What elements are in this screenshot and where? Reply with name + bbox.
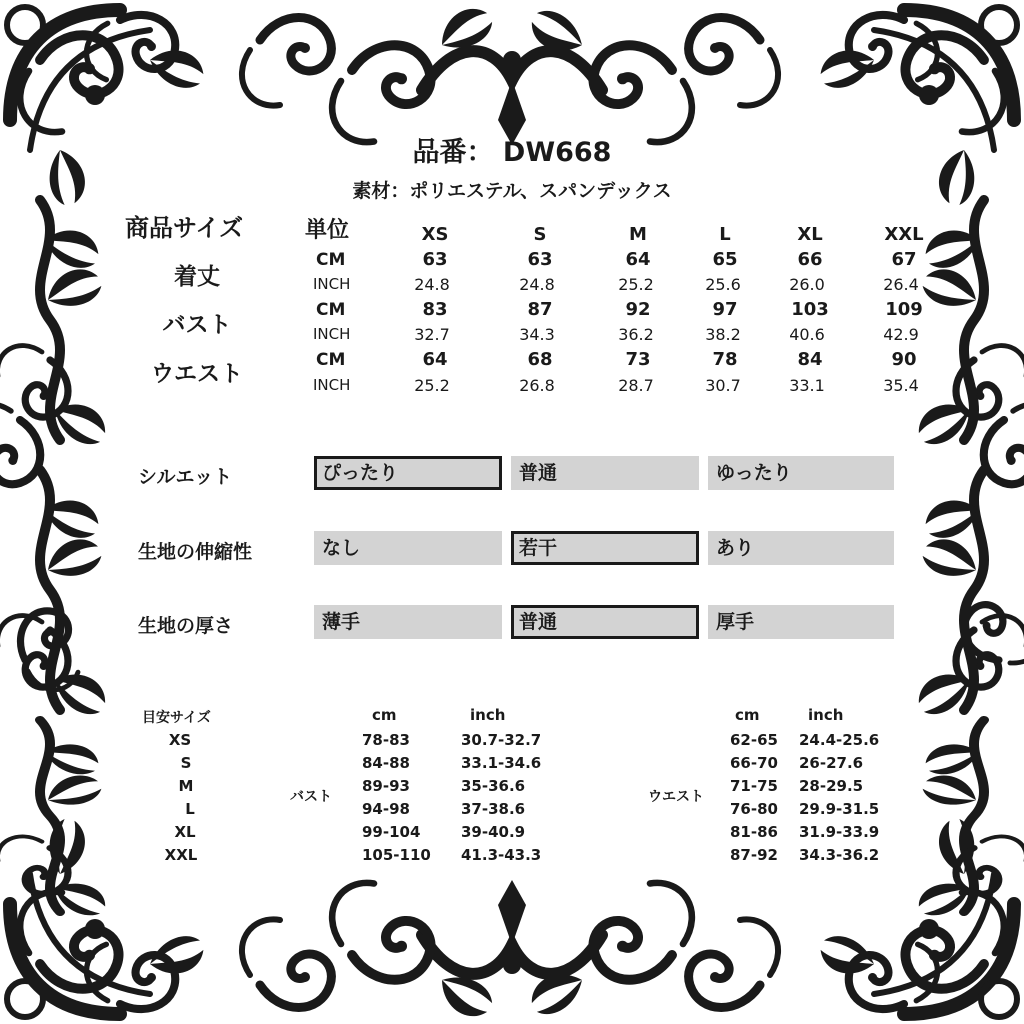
bust-cm-m: 92 (625, 299, 651, 320)
waist-cm-s: 68 (527, 349, 553, 370)
guide-waist-label: ウエスト (648, 789, 704, 805)
guide-bust-inch-xxl: 41.3-43.3 (461, 846, 542, 864)
size-header-s: S (533, 224, 547, 245)
length-inch-s: 24.8 (519, 275, 555, 294)
inch-label: INCH (313, 325, 351, 343)
guide-bust-cm-l: 94-98 (362, 800, 410, 818)
bust-cm-l: 97 (712, 299, 738, 320)
guide-waist-cm-s: 66-70 (730, 754, 778, 772)
length-inch-xxl: 26.4 (883, 275, 919, 294)
bust-inch-xl: 40.6 (789, 325, 825, 344)
guide-size-xxl: XXL (164, 846, 198, 864)
bust-inch-xs: 32.7 (414, 325, 450, 344)
waist-cm-xxl: 90 (891, 349, 917, 370)
size-guide-title: 目安サイズ (142, 710, 211, 726)
guide-bust-inch-l: 37-38.6 (461, 800, 526, 818)
length-cm-xs: 63 (422, 249, 448, 270)
length-inch-m: 25.2 (618, 275, 654, 294)
length-cm-m: 64 (625, 249, 651, 270)
guide-bust-cm-s: 84-88 (362, 754, 410, 772)
size-header-xxl: XXL (884, 224, 924, 245)
guide-waist-inch-s: 26-27.6 (799, 754, 864, 772)
waist-cm-xl: 84 (797, 349, 823, 370)
length-inch-l: 25.6 (705, 275, 741, 294)
cm-label: CM (316, 250, 346, 270)
length-cm-s: 63 (527, 249, 553, 270)
cm-label: CM (316, 300, 346, 320)
waist-cm-l: 78 (712, 349, 738, 370)
guide-bust-cm-xxl: 105-110 (362, 846, 431, 864)
guide-waist-inch-xxl: 34.3-36.2 (799, 846, 880, 864)
guide-size-s: S (180, 754, 192, 772)
stretch-option-yes: あり (708, 531, 894, 565)
guide-waist-cm-header: cm (735, 706, 760, 724)
size-header-xl: XL (797, 224, 823, 245)
guide-bust-cm-m: 89-93 (362, 777, 410, 795)
bust-inch-l: 38.2 (705, 325, 741, 344)
guide-bust-cm-xl: 99-104 (362, 823, 421, 841)
silhouette-label: シルエット (138, 466, 233, 488)
silhouette-option-normal: 普通 (511, 456, 699, 490)
waist-cm-m: 73 (625, 349, 651, 370)
length-inch-xl: 26.0 (789, 275, 825, 294)
cm-label: CM (316, 350, 346, 370)
guide-size-m: M (178, 777, 194, 795)
bust-inch-m: 36.2 (618, 325, 654, 344)
size-header-m: M (629, 224, 647, 245)
waist-inch-xs: 25.2 (414, 376, 450, 395)
thickness-label: 生地の厚さ (138, 615, 234, 637)
guide-waist-cm-m: 71-75 (730, 777, 778, 795)
size-header-l: L (719, 224, 731, 245)
guide-bust-inch-m: 35-36.6 (461, 777, 526, 795)
guide-waist-inch-header: inch (808, 706, 844, 724)
thickness-option-normal: 普通 (511, 605, 699, 639)
bust-inch-s: 34.3 (519, 325, 555, 344)
thickness-option-thick: 厚手 (708, 605, 894, 639)
stretch-label: 生地の伸縮性 (138, 541, 253, 563)
row-label-waist: ウエスト (151, 361, 243, 387)
material-text: 素材：ポリエステル、スパンデックス (352, 180, 672, 202)
row-label-length: 着丈 (174, 264, 220, 290)
guide-waist-inch-l: 29.9-31.5 (799, 800, 880, 818)
bust-cm-xxl: 109 (885, 299, 923, 320)
guide-bust-inch-xs: 30.7-32.7 (461, 731, 542, 749)
guide-bust-cm-xs: 78-83 (362, 731, 410, 749)
guide-bust-label: バスト (290, 789, 332, 805)
bust-inch-xxl: 42.9 (883, 325, 919, 344)
unit-header: 単位 (305, 218, 350, 243)
length-cm-l: 65 (712, 249, 738, 270)
silhouette-option-tight: ぴったり (314, 456, 502, 490)
inch-label: INCH (313, 376, 351, 394)
waist-inch-xl: 33.1 (789, 376, 825, 395)
guide-bust-inch-header: inch (470, 706, 506, 724)
guide-bust-inch-s: 33.1-34.6 (461, 754, 542, 772)
guide-bust-cm-header: cm (372, 706, 397, 724)
guide-waist-cm-xs: 62-65 (730, 731, 778, 749)
guide-waist-cm-l: 76-80 (730, 800, 778, 818)
length-inch-xs: 24.8 (414, 275, 450, 294)
silhouette-option-loose: ゆったり (708, 456, 894, 490)
guide-bust-inch-xl: 39-40.9 (461, 823, 526, 841)
bust-cm-xl: 103 (791, 299, 829, 320)
inch-label: INCH (313, 275, 351, 293)
length-cm-xxl: 67 (891, 249, 917, 270)
guide-waist-cm-xxl: 87-92 (730, 846, 778, 864)
guide-size-xl: XL (174, 823, 196, 841)
waist-inch-l: 30.7 (705, 376, 741, 395)
thickness-option-thin: 薄手 (314, 605, 502, 639)
size-table-label: 商品サイズ (125, 214, 244, 242)
size-header-xs: XS (421, 224, 449, 245)
guide-size-l: L (185, 800, 195, 818)
guide-waist-cm-xl: 81-86 (730, 823, 778, 841)
length-cm-xl: 66 (797, 249, 823, 270)
guide-waist-inch-m: 28-29.5 (799, 777, 864, 795)
bust-cm-s: 87 (527, 299, 553, 320)
guide-waist-inch-xl: 31.9-33.9 (799, 823, 880, 841)
stretch-option-slight: 若干 (511, 531, 699, 565)
guide-size-xs: XS (168, 731, 192, 749)
waist-cm-xs: 64 (422, 349, 448, 370)
guide-waist-inch-xs: 24.4-25.6 (799, 731, 880, 749)
waist-inch-m: 28.7 (618, 376, 654, 395)
product-code-title: 品番： DW668 (412, 137, 612, 168)
waist-inch-s: 26.8 (519, 376, 555, 395)
row-label-bust: バスト (162, 312, 232, 338)
stretch-option-none: なし (314, 531, 502, 565)
bust-cm-xs: 83 (422, 299, 448, 320)
waist-inch-xxl: 35.4 (883, 376, 919, 395)
